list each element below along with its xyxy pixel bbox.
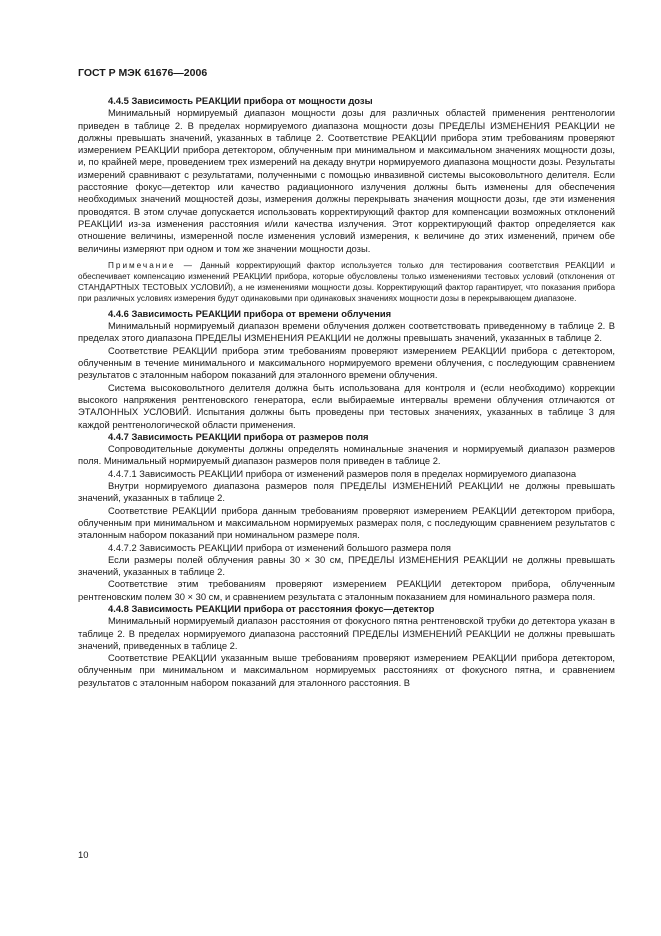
page-body: [78, 95, 615, 689]
note: [78, 260, 615, 304]
section-4-4-6-paragraph-1: Минимальный нормируемый диапазон времени облучения должен соответствовать приведенному в таблице 2. В пределах этого диапазона ПРЕДЕЛЫ ИЗМЕНЕНИЯ РЕАКЦИИ не должны превышать значений, указанных в таблице 2.: [78, 320, 615, 344]
subsection-4-4-7-1-paragraph-2: Соответствие РЕАКЦИИ прибора данным требованиям проверяют измерением РЕАКЦИИ детектором прибора, облученным при минимальном и максимальном нормируемых размерах поля, с последующим сравнением результатов с эталонным набором показаний при номинальном размере поля.: [78, 504, 615, 541]
section-4-4-6-heading: 4.4.6 Зависимость РЕАКЦИИ прибора от времени облучения: [108, 307, 392, 319]
subsection-4-4-7-2-heading: 4.4.7.2 Зависимость РЕАКЦИИ прибора от изменений большого размера поля: [108, 541, 451, 553]
section-4-4-6-paragraph-2: Соответствие РЕАКЦИИ прибора этим требованиям проверяют измерением РЕАКЦИИ прибора с детектором, облученным в течение минимального и максимального нормируемого времени облучения, с последующим сравнением результатов с эталонным набором показаний для эталонного времени облучения.: [78, 344, 615, 381]
section-4-4-8-paragraph-1: Минимальный нормируемый диапазон расстояния от фокусного пятна рентгеновской трубки до детектора указан в таблице 2. В пределах нормируемого диапазона расстояний ПРЕДЕЛЫ ИЗМЕНЕНИЙ РЕАКЦИИ не должны превышать значений, приведенных в таблице 2.: [78, 615, 615, 651]
subsection-4-4-7-1-paragraph-1: Внутри нормируемого диапазона размеров поля ПРЕДЕЛЫ ИЗМЕНЕНИЙ РЕАКЦИИ не должны превышать значений, указанных в таблице 2.: [78, 480, 615, 504]
subsection-4-4-7-2-paragraph-1: Если размеры полей облучения равны 30 × 30 см, ПРЕДЕЛЫ ИЗМЕНЕНИЯ РЕАКЦИИ не должны превышать значений, указанных в таблице 2.: [78, 553, 615, 578]
section-4-4-8-paragraph-2: Соответствие РЕАКЦИИ указанным выше требованиям проверяют измерением РЕАКЦИИ прибора детектором, облученным при минимальном и максимальном нормируемых расстояниях от фокусного пятна, и сравнением результатов с эталонным набором показаний для эталонного расстояния. В: [78, 652, 615, 688]
note-label: Примечание —: [108, 260, 194, 270]
note-text: Данный корректирующий фактор используется только для тестирования соответствия РЕАКЦИИ и обеспечивает компенсацию изменений РЕАКЦИИ прибора, которые обусловлены только изменениями тестовых условий (отклонения от СТАНДАРТНЫХ ТЕСТОВЫХ УСЛОВИЙ), а не изменениями мощности дозы. Корректирующий фактор гарантирует, что показания прибора при различных условиях измерения будут одинаковыми при одинаковых значениях мощности дозы в перекрывающем диапазоне.: [78, 260, 615, 303]
page-number: 10: [78, 849, 89, 860]
subsection-4-4-7-2-paragraph-2: Соответствие этим требованиям проверяют измерением РЕАКЦИИ детектором прибора, облученным рентгеновским полем 30 × 30 см, и сравнением результата с эталонным показанием для номинального размера поля.: [78, 578, 615, 602]
section-4-4-7-paragraph: Сопроводительные документы должны определять номинальные значения и нормируемый диапазон размеров поля. Минимальный нормируемый диапазон размеров поля приведен в таблице 2.: [78, 443, 615, 467]
section-4-4-8-heading: 4.4.8 Зависимость РЕАКЦИИ прибора от расстояния фокус—детектор: [108, 602, 435, 614]
section-4-4-6-paragraph-3: Система высоковольтного делителя должна быть использована для контроля и (если необходимо) коррекции высокого напряжения рентгеновского генератора, если выбираемые интервалы времени облучения отличаются от ЭТАЛОННЫХ УСЛОВИЙ. Испытания должны быть проведены при тестовых значениях, указанных в таблице 3 для каждой рентгенологической области применения.: [78, 381, 615, 430]
section-4-4-5-paragraph: Минимальный нормируемый диапазон мощности дозы для различных областей применения рентгенологии приведен в таблице 2. В пределах нормируемого диапазона мощности дозы ПРЕДЕЛЫ ИЗМЕНЕНИЯ РЕАКЦИИ не должны превышать значений, указанных в таблице 2. Соответствие РЕАКЦИИ прибора этим требованиям проверяют измерением РЕАКЦИИ прибора детектором, облученным при минимальном и максимальном значениях мощности дозы, и, по крайней мере, проведением трех измерений на декаду внутри нормируемого диапазона мощности дозы. Результаты измерений сравнивают с результатами, полученными с помощью инвазивной системы высоковольтного делителя. Если расстояние фокус—детектор или качество радиационного излучения должны быть изменены для обеспечения необходимых значений мощностей дозы, измерения должны перекрывать значения мощности дозы, где эти изменения проводятся. В этом случае допускается использовать корректирующий фактор для компенсации возможных отклонений РЕАКЦИИ из-за изменения расстояния и/или качества излучения. Этот корректирующий фактор определяется как отношение величины, измеренной после изменения условий измерения, к величине до этих изменений, причем обе величины измеряют при одном и том же значении мощности дозы.: [78, 107, 615, 254]
subsection-4-4-7-1-heading: 4.4.7.1 Зависимость РЕАКЦИИ прибора от изменений размеров поля в пределах нормируемого диапазона: [108, 467, 577, 479]
document-header: ГОСТ Р МЭК 61676—2006: [78, 67, 208, 79]
section-4-4-7-heading: 4.4.7 Зависимость РЕАКЦИИ прибора от размеров поля: [108, 430, 369, 442]
section-4-4-5-heading: 4.4.5 Зависимость РЕАКЦИИ прибора от мощности дозы: [108, 95, 373, 106]
